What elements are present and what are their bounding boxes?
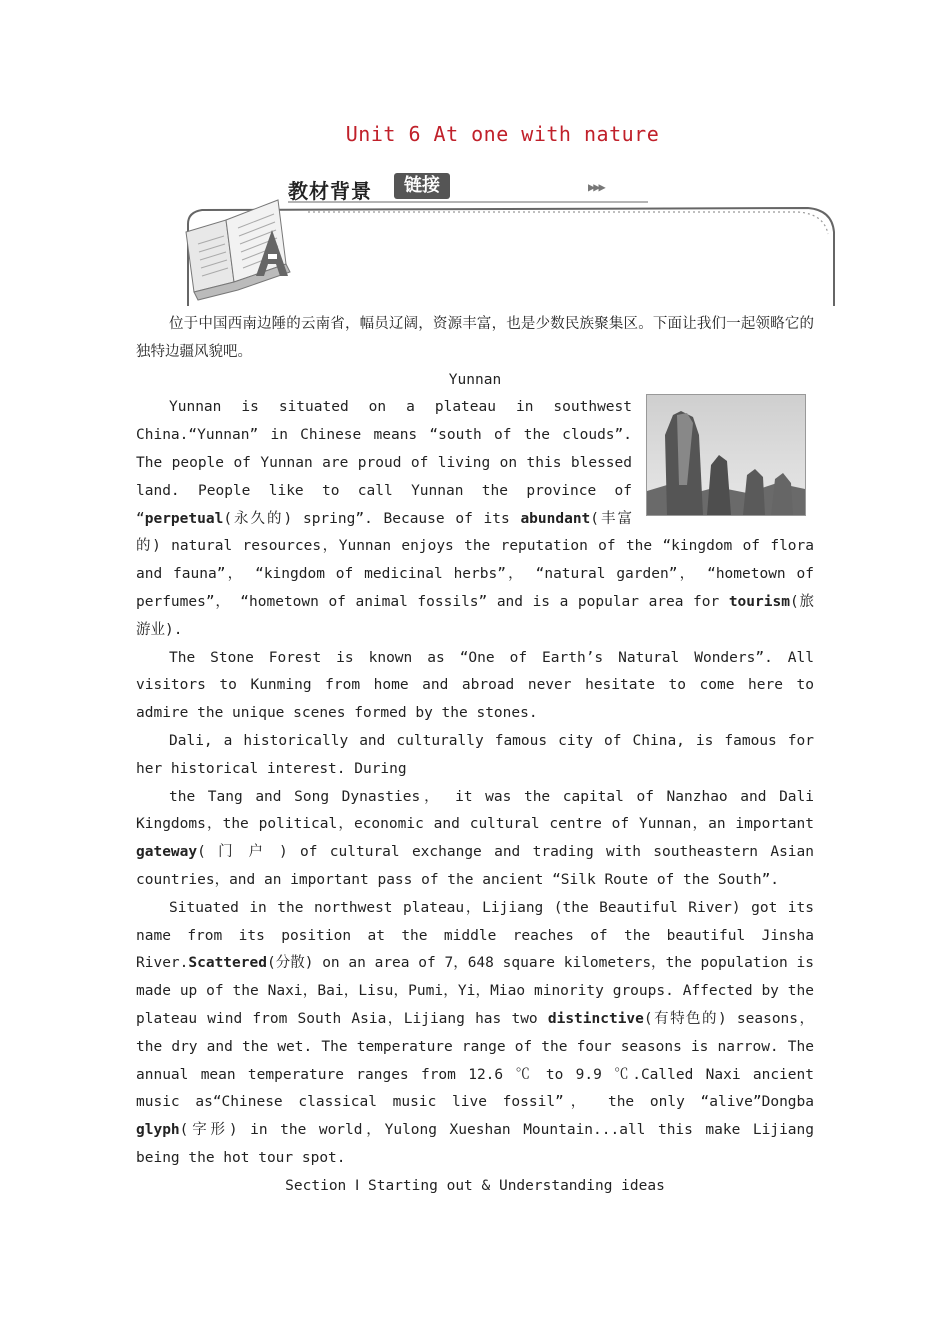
- keyword: Scattered: [188, 955, 267, 972]
- page-title: Unit 6 At one with nature: [345, 122, 660, 146]
- keyword: perpetual: [144, 510, 224, 527]
- keyword: tourism: [728, 593, 790, 610]
- banner-label: 教材背景: [288, 179, 372, 203]
- intro-paragraph: 位于中国西南边陲的云南省，幅员辽阔，资源丰富，也是少数民族聚集区。下面让我们一起领略它的独特边疆风貌吧。: [136, 316, 814, 360]
- section-banner: [168, 172, 838, 310]
- book-illustration-icon: [168, 172, 838, 310]
- stone-forest-photo: [646, 394, 806, 516]
- article-body: [136, 311, 814, 1201]
- paragraph-5: Situated in the northwest plateau，Lijiang (the Beautiful River) got its name from its position at the middle reaches of the beautiful Jinsha River.Scattered(分散) on an area of 7，648 square kilometers，the population is made up of the Naxi，Bai，Lisu，Pumi，Yi，Miao minority groups. Affected by the plateau wind from South Asia，Lijiang has two distinctive(有特色的) seasons，the dry and the wet. The temperature range of the four seasons is narrow. The annual mean temperature ranges from 12.6 ℃ to 9.9 ℃.Called Naxi ancient music as“Chinese classical music live fossil”， the only “alive”Dongba glyph(字形) in the world，Yulong Xueshan Mountain...all this make Lijiang being the hot tour spot.: [136, 899, 814, 1166]
- keyword: glyph: [136, 1122, 180, 1139]
- keyword: gateway: [136, 844, 198, 861]
- keyword: abundant: [520, 510, 591, 527]
- paragraph-1: Yunnan is situated on a plateau in southwest China.“Yunnan” in Chinese means “south of the clouds”. The people of Yunnan are proud of living on this blessed land. People like to call Yunnan the province of “perpetual(永久的) spring”. Because of its abundant(丰富的) natural resources，Yunnan enjoys the reputation of the “kingdom of flora and fauna”， “kingdom of medicinal herbs”， “natural garden”， “hometown of perfumes”， “hometown of animal fossils” and is a popular area for tourism(旅游业).: [136, 394, 814, 644]
- banner-tag: 链接: [394, 173, 450, 199]
- paragraph-2: The Stone Forest is known as “One of Earth’s Natural Wonders”. All visitors to Kunming from home and abroad never hesitate to come here to admire the unique scenes formed by the stones.: [136, 649, 814, 722]
- section-title: Section Ⅰ Starting out & Understanding ideas: [285, 1177, 665, 1194]
- article-heading: Yunnan: [448, 371, 502, 388]
- keyword: distinctive: [547, 1010, 644, 1027]
- paragraph-4: the Tang and Song Dynasties， it was the capital of Nanzhao and Dali Kingdoms，the political，economic and cultural centre of Yunnan，an important gateway( 门 户 ) of cultural exchange and trading with southeastern Asian countries，and an important pass of the ancient “Silk Route of the South”.: [136, 788, 814, 888]
- arrows-icon: ▶▶▶: [588, 180, 604, 194]
- paragraph-3: Dali, a historically and culturally famous city of China, is famous for her historical interest. During: [136, 732, 814, 777]
